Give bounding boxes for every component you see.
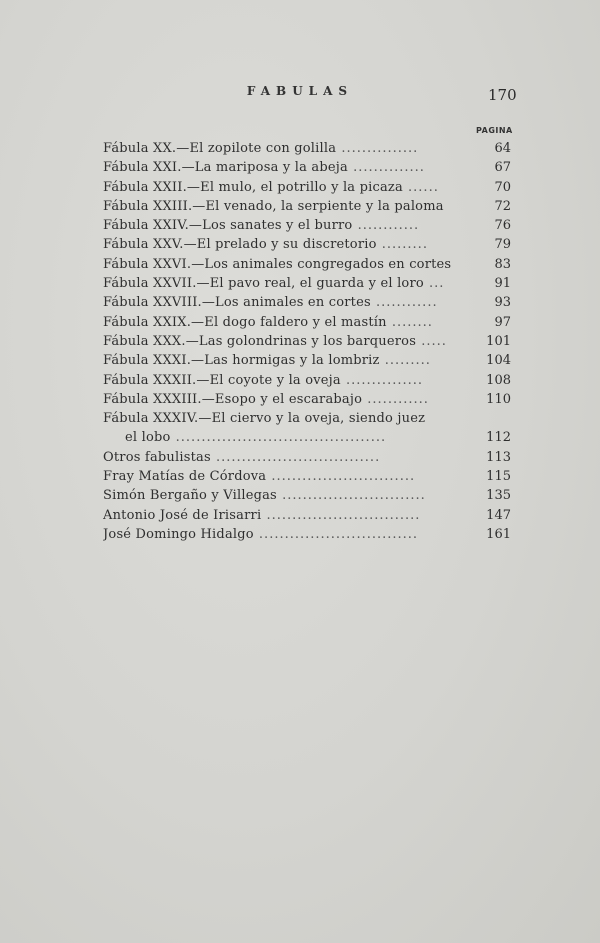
toc-leader-dots: ............ [362, 391, 429, 407]
toc-entry-title: Fábula XXII.—El mulo, el potrillo y la picaza [103, 179, 403, 195]
toc-entry [103, 235, 515, 254]
toc-entry [103, 255, 515, 274]
toc-leader-dots: ............................... [253, 526, 419, 542]
toc-entry-title: Fray Matías de Córdova [103, 469, 267, 485]
toc-entry [103, 158, 515, 177]
toc-leader-dots: ............................ [276, 488, 426, 504]
toc-entry-page: 135 [486, 488, 511, 504]
toc-entry-page: 97 [494, 314, 511, 330]
toc-leader-dots: ......................................... [170, 430, 387, 446]
toc-entry-page: 91 [494, 276, 511, 292]
toc-entry-title: Fábula XXIX.—El dogo faldero y el mastín [103, 314, 387, 330]
toc-entry-page: 93 [494, 295, 511, 311]
page-number: 170 [488, 86, 517, 104]
toc-entry-page: 76 [494, 218, 511, 234]
toc-entry-title: Fábula XX.—El zopilote con golilla [103, 141, 337, 156]
toc-entry-page: 147 [486, 507, 511, 523]
toc-entry-page: 161 [486, 526, 511, 542]
toc-entry [103, 293, 515, 312]
toc-leader-dots: ............... [336, 141, 419, 156]
toc-leader-dots: ............... [340, 372, 423, 388]
toc-entry-page: 70 [494, 179, 511, 195]
toc-entry-page: 64 [494, 141, 511, 156]
toc-entry-title: Fábula XXXII.—El coyote y la oveja [103, 372, 341, 388]
toc-entry [103, 525, 515, 544]
toc-entry-title: José Domingo Hidalgo [103, 526, 254, 542]
toc-entry-page: 112 [486, 430, 511, 446]
toc-entry [103, 371, 515, 390]
toc-entry-page: 67 [494, 160, 511, 176]
toc-leader-dots: ............ [370, 295, 438, 311]
toc-entry-title: Antonio José de Irisarri [103, 507, 262, 523]
toc-entry-page: 101 [486, 333, 511, 349]
toc-leader-dots: ..... [416, 333, 447, 349]
toc-entry-page: 79 [494, 237, 511, 253]
toc-leader-dots: .............................. [261, 507, 421, 523]
toc-entry-title: Simón Bergaño y Villegas [103, 488, 277, 504]
toc-entry [103, 351, 515, 370]
table-of-contents [103, 139, 515, 544]
toc-entry-title: Fábula XXVIII.—Los animales en cortes [103, 295, 371, 311]
toc-entry [103, 390, 515, 409]
toc-entry [103, 197, 515, 216]
toc-entry-title: Fábula XXIV.—Los sanates y el burro [103, 218, 353, 234]
toc-entry-page: 115 [486, 469, 511, 485]
toc-entry-continuation [103, 428, 515, 447]
toc-leader-dots: ...... [402, 179, 439, 195]
toc-leader-dots: .............. [347, 160, 425, 176]
toc-entry [103, 332, 515, 351]
toc-leader-dots: ... [423, 276, 445, 292]
toc-entry-page: 72 [494, 198, 511, 214]
toc-leader-dots: ................................ [210, 449, 381, 465]
toc-entry-title: el lobo [125, 430, 171, 446]
running-header-title: FABULAS [246, 84, 354, 98]
toc-entry-title: Fábula XXVI.—Los animales congregados en cortes [103, 256, 452, 272]
toc-entry-title: Fábula XXV.—El prelado y su discretorio [103, 237, 377, 253]
toc-entry-page: 83 [494, 256, 511, 272]
toc-entry-title: Fábula XXI.—La mariposa y la abeja [103, 160, 348, 176]
toc-entry [103, 313, 515, 332]
toc-entry-page: 108 [486, 372, 511, 388]
toc-entry-title: Otros fabulistas [103, 449, 211, 465]
toc-leader-dots: ........ [386, 314, 433, 330]
toc-entry [103, 139, 515, 158]
toc-leader-dots: ......... [379, 353, 431, 369]
toc-entry [103, 409, 515, 428]
toc-leader-dots: ......... [376, 237, 428, 253]
toc-entry-page: 113 [486, 449, 511, 465]
toc-entry [103, 486, 515, 505]
toc-entry [103, 178, 515, 197]
toc-entry [103, 274, 515, 293]
toc-entry-title: Fábula XXXIII.—Esopo y el escarabajo [103, 391, 363, 407]
toc-entry [103, 506, 515, 525]
toc-entry-page: 104 [486, 353, 511, 369]
toc-entry [103, 467, 515, 486]
toc-entry-title: Fábula XXX.—Las golondrinas y los barqueros [103, 333, 417, 349]
toc-entry-title: Fábula XXXI.—Las hormigas y la lombriz [103, 353, 380, 369]
toc-leader-dots: ............................ [266, 469, 416, 485]
toc-entry-title: Fábula XXVII.—El pavo real, el guarda y el loro [103, 276, 424, 292]
toc-entry [103, 216, 515, 235]
toc-entry [103, 448, 515, 467]
toc-leader-dots: ............ [352, 218, 420, 234]
toc-entry-title: Fábula XXIII.—El venado, la serpiente y la paloma [103, 198, 444, 214]
toc-entry-page: 110 [486, 391, 511, 407]
page-column-heading: PAGINA [476, 126, 513, 135]
toc-entry-title: Fábula XXXIV.—El ciervo y la oveja, siendo juez [103, 411, 426, 427]
